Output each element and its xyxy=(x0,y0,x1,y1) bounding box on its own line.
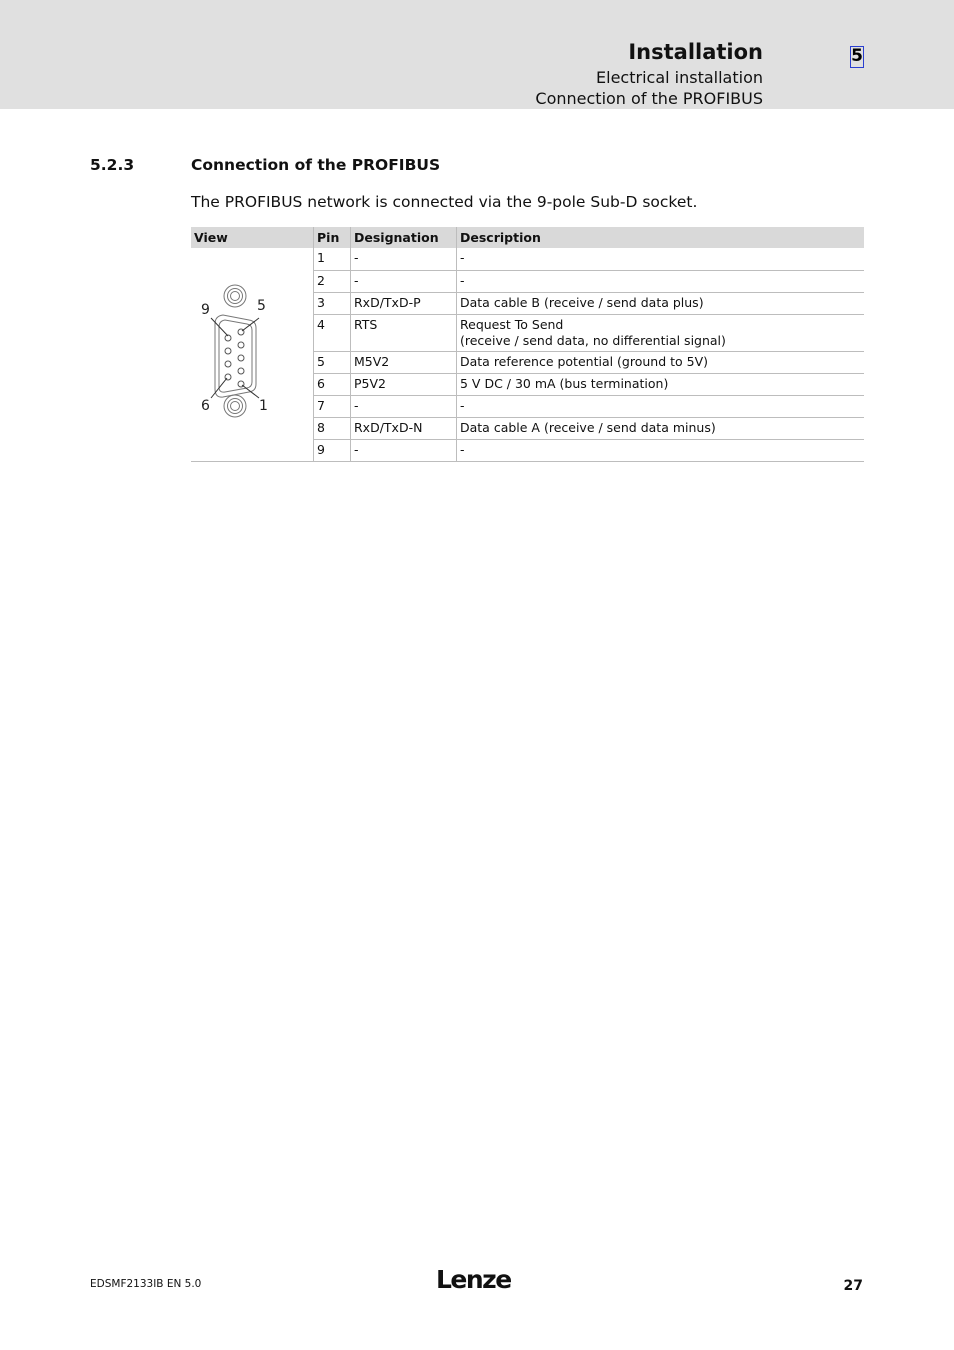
designation-cell: M5V2 xyxy=(351,351,457,373)
chapter-marker[interactable]: 5 xyxy=(851,46,863,66)
description-cell: Data cable A (receive / send data minus) xyxy=(457,417,865,439)
description-cell: - xyxy=(457,439,865,461)
description-cell: - xyxy=(457,395,865,417)
header-title: Installation xyxy=(628,40,763,64)
section-title: Connection of the PROFIBUS xyxy=(191,156,441,174)
connector-label-5: 5 xyxy=(257,298,266,315)
pin-cell: 2 xyxy=(314,270,351,292)
lenze-logo xyxy=(436,1266,516,1292)
page-number: 27 xyxy=(843,1278,863,1294)
designation-cell: - xyxy=(351,439,457,461)
header-pin: Pin xyxy=(314,227,351,248)
connector-label-9: 9 xyxy=(201,302,210,319)
pin-cell: 5 xyxy=(314,351,351,373)
designation-cell: RxD/TxD-P xyxy=(351,292,457,314)
description-cell: Data reference potential (ground to 5V) xyxy=(457,351,865,373)
description-line: Request To Send xyxy=(460,316,564,332)
designation-cell: RTS xyxy=(351,314,457,351)
pin-cell: 6 xyxy=(314,373,351,395)
header-designation: Designation xyxy=(351,227,457,248)
description-cell: 5 V DC / 30 mA (bus termination) xyxy=(457,373,865,395)
description-cell xyxy=(457,314,865,351)
header-view: View xyxy=(191,227,314,248)
section-number: 5.2.3 xyxy=(90,156,135,174)
description-cell: - xyxy=(457,270,865,292)
pin-cell: 7 xyxy=(314,395,351,417)
sub-d-connector-icon xyxy=(191,252,313,452)
connector-view-cell xyxy=(191,248,314,461)
footer-document-id: EDSMF2133IB EN 5.0 xyxy=(90,1278,202,1290)
connector-label-6: 6 xyxy=(201,398,210,415)
header-subtitle-chapter: Electrical installation xyxy=(596,68,763,87)
pin-cell: 1 xyxy=(314,248,351,270)
pin-cell: 9 xyxy=(314,439,351,461)
designation-cell: - xyxy=(351,270,457,292)
designation-cell: - xyxy=(351,248,457,270)
description-line: (receive / send data, no differential signal) xyxy=(460,332,726,348)
header-description: Description xyxy=(457,227,865,248)
designation-cell: RxD/TxD-N xyxy=(351,417,457,439)
pin-cell: 8 xyxy=(314,417,351,439)
pin-assignment-table xyxy=(191,227,864,462)
logo-wordmark: Lenze xyxy=(436,1266,511,1292)
intro-paragraph: The PROFIBUS network is connected via the 9-pole Sub-D socket. xyxy=(191,193,698,211)
table-header-row xyxy=(191,227,864,248)
designation-cell: - xyxy=(351,395,457,417)
pin-cell: 3 xyxy=(314,292,351,314)
description-cell: Data cable B (receive / send data plus) xyxy=(457,292,865,314)
header-subtitle-section: Connection of the PROFIBUS xyxy=(535,89,763,108)
table-row xyxy=(191,248,864,270)
pin-cell: 4 xyxy=(314,314,351,351)
header-band xyxy=(0,0,954,109)
connector-label-1: 1 xyxy=(259,398,268,415)
description-cell: - xyxy=(457,248,865,270)
designation-cell: P5V2 xyxy=(351,373,457,395)
